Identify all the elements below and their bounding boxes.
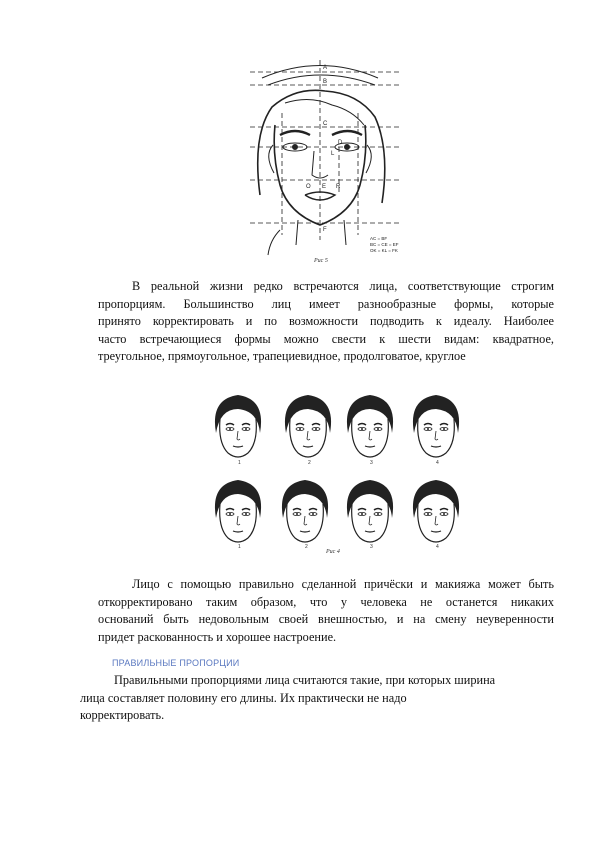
text-line: придет раскованность и хорошее настроение. bbox=[98, 629, 337, 644]
text-line: В реальной жизни редко встречаются лица, соответствующие строгим bbox=[132, 279, 554, 293]
point-label: E bbox=[322, 184, 327, 190]
face-number: 2 bbox=[305, 544, 308, 550]
face-number: 1 bbox=[238, 460, 241, 466]
text-line: часто встречающиеся формы можно свести к шести видам: квадратное, bbox=[98, 331, 554, 346]
formula-line: BC = CE = EF bbox=[370, 242, 399, 247]
face-oblong bbox=[347, 480, 393, 542]
formula-line: AC = BF bbox=[370, 236, 388, 241]
point-label: R bbox=[336, 184, 341, 190]
point-label: B bbox=[323, 79, 328, 85]
figure4-caption: Рис 4 bbox=[326, 549, 340, 555]
paragraph-proportions bbox=[80, 672, 540, 725]
right-eyebrow bbox=[332, 131, 362, 135]
text-line: Лицо с помощью правильно сделанной причёски и макияжа может быть bbox=[132, 577, 554, 591]
paragraph-face-shapes bbox=[98, 278, 554, 366]
face-shapes-figure bbox=[190, 380, 470, 560]
face-number: 1 bbox=[238, 544, 241, 550]
face-proportions-diagram bbox=[240, 55, 420, 270]
text-line: принято корректировать и по возможности подводить к идеалу. Наиболее bbox=[98, 314, 554, 328]
face-oval bbox=[215, 480, 261, 542]
paragraph-hairstyle-makeup bbox=[98, 576, 554, 646]
point-label: O bbox=[306, 184, 311, 190]
point-label: A bbox=[323, 65, 328, 71]
text-line: Правильными пропорциями лица считаются такие, при которых ширина bbox=[114, 673, 496, 687]
section-heading: ПРАВИЛЬНЫЕ ПРОПОРЦИИ bbox=[112, 658, 240, 668]
point-label: C bbox=[323, 121, 328, 127]
face-number: 3 bbox=[370, 460, 373, 466]
text-line: треугольное, прямоугольное, трапециевидное, продолговатое, круглое bbox=[98, 349, 466, 363]
neck-right bbox=[344, 220, 346, 245]
right-ear bbox=[366, 145, 371, 173]
left-ear bbox=[269, 145, 274, 173]
point-label: D bbox=[338, 140, 343, 146]
face-number: 3 bbox=[370, 544, 373, 550]
hairline-arc-inner bbox=[268, 75, 375, 85]
text-line: откорректировано таким образом, что у человека не останется никаких bbox=[98, 594, 554, 609]
text-line: лица составляет половину его длины. Их практически не надо bbox=[80, 690, 407, 705]
face-triangle bbox=[285, 395, 331, 457]
text-line: корректировать. bbox=[80, 708, 165, 722]
left-eyebrow bbox=[280, 131, 310, 135]
neck-left bbox=[296, 220, 298, 245]
face-number: 2 bbox=[308, 460, 311, 466]
shoulder-left bbox=[268, 230, 280, 255]
figure5-caption: Рис 5 bbox=[314, 258, 328, 264]
face-number: 4 bbox=[436, 460, 439, 466]
face-square bbox=[215, 395, 261, 457]
point-label: F bbox=[323, 227, 327, 233]
face-rectangle bbox=[347, 395, 393, 457]
face-variant bbox=[413, 480, 459, 542]
face-round bbox=[282, 480, 328, 542]
formula-line: OK = KL = FK bbox=[370, 248, 398, 253]
text-line: оснований быть недовольным своей внешностью, и на смену неуверенности bbox=[98, 612, 554, 626]
point-label: L bbox=[331, 151, 335, 157]
face-trapezoid bbox=[413, 395, 459, 457]
text-line: пропорциям. Большинство лиц имеет разнообразные формы, которые bbox=[98, 296, 554, 311]
face-number: 4 bbox=[436, 544, 439, 550]
